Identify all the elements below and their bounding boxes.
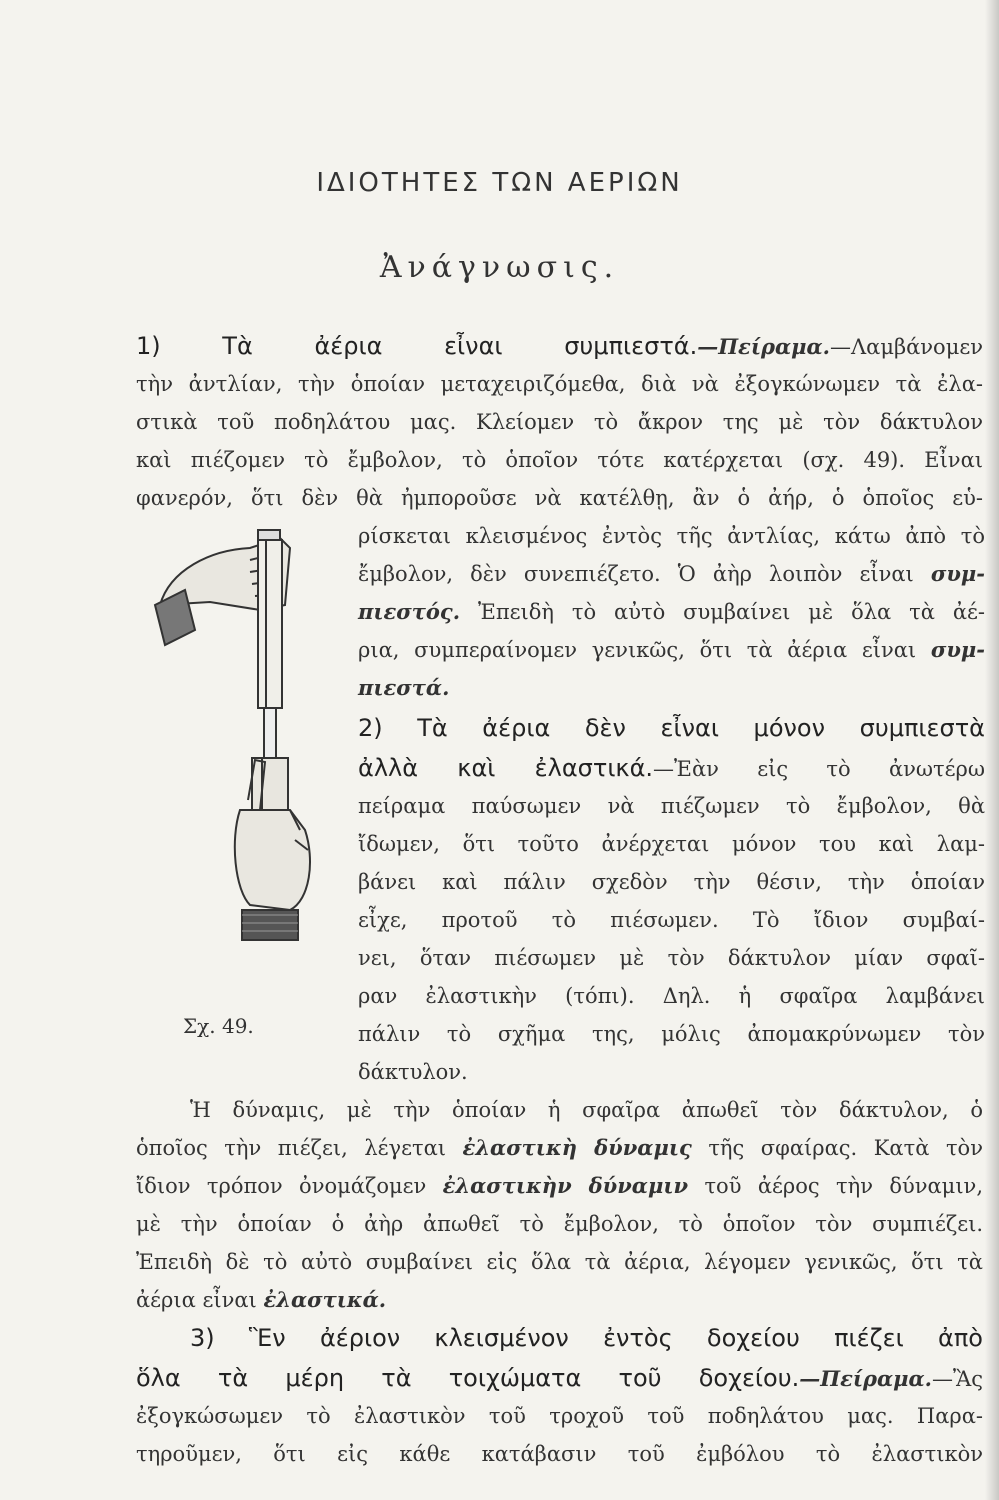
s3-line-1: ἐξογκώσωμεν τὸ ἐλαστικὸν τοῦ τροχοῦ τοῦ ποδηλάτου μας. Παρα-	[136, 1404, 983, 1428]
s1-line-7: πιεστός. Ἐπειδὴ τὸ αὐτὸ συμβαίνει μὲ ὅλα τὰ ἀέ-	[358, 599, 985, 624]
p2-line-3: μὲ τὴν ὁποίαν ὁ ἀὴρ ἀπωθεῖ τὸ ἔμβολον, τὸ ὁποῖον τὸν συμπιέζει.	[136, 1212, 983, 1236]
s2-line-3: βάνει καὶ πάλιν σχεδὸν τὴν θέσιν, τὴν ὁποίαν	[358, 870, 985, 894]
section-subtitle: Ἀνάγνωσις.	[379, 250, 620, 285]
s1-line-1: τὴν ἀντλίαν, τὴν ὁποίαν μεταχειριζόμεθα, διὰ νὰ ἐξογκώνωμεν τὰ ἐλα-	[136, 372, 983, 396]
s1-line-5: ρίσκεται κλεισμένος ἐντὸς τῆς ἀντλίας, κάτω ἀπὸ τὸ	[358, 524, 985, 548]
p2-line-0: Ἡ δύναμις, μὲ τὴν ὁποίαν ἡ σφαῖρα ἀπωθεῖ τὸν δάκτυλον, ὁ	[190, 1098, 983, 1122]
s3-line-0: ὅλα τὰ μέρη τὰ τοιχώματα τοῦ δοχείου.—Πείραμα.—Ἂς	[136, 1364, 983, 1392]
page-edge-shadow	[985, 0, 999, 1500]
s2-line-6: ραν ἐλαστικὴν (τόπι). Δηλ. ἡ σφαῖρα λαμβάνει	[358, 984, 985, 1008]
s1-line-3: καὶ πιέζομεν τὸ ἔμβολον, τὸ ὁποῖον τότε κατέρχεται (σχ. 49). Εἶναι	[136, 448, 983, 472]
p2-line-5: ἀέρια εἶναι ἐλαστικά.	[136, 1287, 387, 1312]
s1-line-6: ἔμβολον, δὲν συνεπιέζετο. Ὁ ἀὴρ λοιπὸν εἶναι συμ-	[358, 561, 985, 586]
pump-figure	[140, 510, 340, 990]
p2-line-1: ὁποῖος τὴν πιέζει, λέγεται ἐλαστικὴ δύναμις τῆς σφαίρας. Κατὰ τὸν	[136, 1135, 983, 1160]
s3-heading: 3) Ἓν ἀέριον κλεισμένον ἐντὸς δοχείου πιέζει ἀπὸ	[190, 1324, 983, 1352]
s2-line-1: πείραμα παύσωμεν νὰ πιέζωμεν τὸ ἔμβολον, θὰ	[358, 794, 985, 818]
s1-line-2: στικὰ τοῦ ποδηλάτου μας. Κλείομεν τὸ ἄκρον της μὲ τὸν δάκτυλον	[136, 410, 983, 434]
s1-heading: 1) Τὰ ἀέρια εἶναι συμπιεστά.	[136, 332, 698, 360]
s1-line-4: φανερόν, ὅτι δὲν θὰ ἠμποροῦσε νὰ κατέλθῃ, ἂν ὁ ἀήρ, ὁ ὁποῖος εὑ-	[136, 486, 983, 510]
s1-line-9: πιεστά.	[358, 675, 450, 700]
p2-line-2: ἴδιον τρόπον ὀνομάζομεν ἐλαστικὴν δύναμιν τοῦ ἀέρος τὴν δύναμιν,	[136, 1173, 984, 1198]
pump-with-hands-illustration	[155, 530, 310, 940]
s1-line-0: 1) Τὰ ἀέρια εἶναι συμπιεστά.—Πείραμα.—Λαμβάνομεν	[136, 332, 983, 360]
s2-heading: 2) Τὰ ἀέρια δὲν εἶναι μόνον συμπιεστὰ	[358, 714, 985, 742]
s3-heading-line	[190, 1320, 983, 1357]
s1-line-8: ρια, συμπεραίνομεν γενικῶς, ὅτι τὰ ἀέρια εἶναι συμ-	[358, 637, 985, 662]
s2-line-2: ἴδωμεν, ὅτι τοῦτο ἀνέρχεται μόνον του καὶ λαμ-	[358, 832, 985, 856]
s1-experiment: —Πείραμα.	[697, 334, 830, 359]
p2-line-4: Ἐπειδὴ δὲ τὸ αὐτὸ συμβαίνει εἰς ὅλα τὰ ἀέρια, λέγομεν γενικῶς, ὅτι τὰ	[136, 1250, 983, 1274]
s2-line-8: δάκτυλον.	[358, 1060, 468, 1084]
chapter-header: ΙΔΙΟΤΗΤΕΣ ΤΩΝ ΑΕΡΙΩΝ	[316, 168, 683, 198]
s2-line-0: ἀλλὰ καὶ ἐλαστικά.—Ἐὰν εἰς τὸ ἀνωτέρω	[358, 754, 985, 782]
s2-line-5: νει, ὅταν πιέσωμεν μὲ τὸν δάκτυλον μίαν σφαῖ-	[358, 946, 985, 970]
s2-line-7: πάλιν τὸ σχῆμα της, μόλις ἀπομακρύνωμεν τὸν	[358, 1022, 985, 1046]
s2-heading-line	[358, 710, 985, 747]
figure-caption: Σχ. 49.	[183, 1014, 254, 1038]
s3-line-2: τηροῦμεν, ὅτι εἰς κάθε κατάβασιν τοῦ ἐμβόλου τὸ ἐλαστικὸν	[136, 1442, 983, 1466]
s2-line-4: εἶχε, προτοῦ τὸ πιέσωμεν. Τὸ ἴδιον συμβαί-	[358, 908, 985, 932]
